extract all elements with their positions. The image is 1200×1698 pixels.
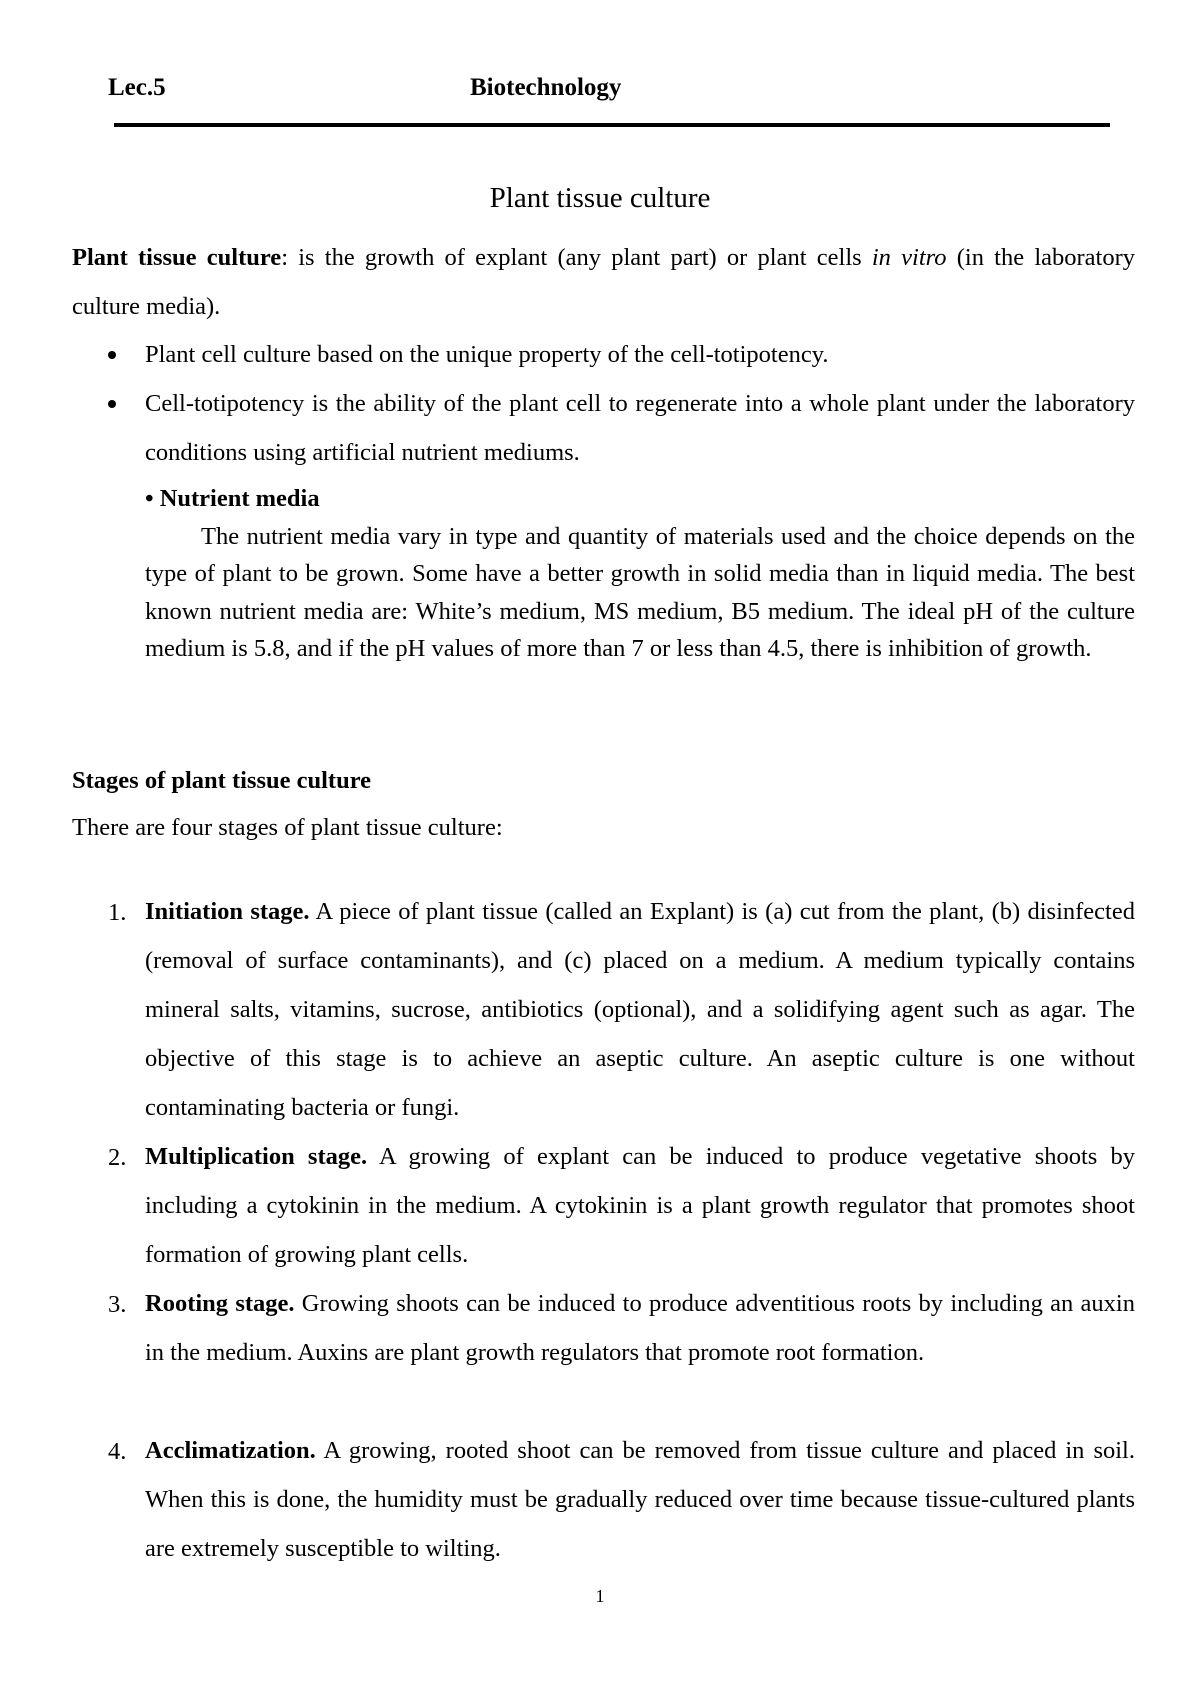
stage-item-1 [145, 887, 1135, 1132]
stage-text-4: A growing, rooted shoot can be removed from tissue culture and placed in soil. When this is done, the humidity must be gradually reduced over time because tissue-cultured plants are extremely susceptible to wilting. [145, 1437, 1135, 1562]
stage-title-2: Multiplication stage. [145, 1143, 368, 1170]
stage-title-3: Rooting stage. [145, 1290, 295, 1317]
page-number: 1 [595, 1586, 605, 1606]
nutrient-media-heading: • Nutrient media [145, 485, 320, 512]
stage-text-1: A piece of plant tissue (called an Explant) is (a) cut from the plant, (b) disinfected (removal of surface contaminants), and (c) placed on a medium. A medium typically contains mineral salts, vitamins, sucrose, antibiotics (optional), and a solidifying agent such as agar. The objective of this stage is to achieve an aseptic culture. An aseptic culture is one without contaminating bacteria or fungi. [145, 898, 1135, 1121]
nutrient-media-body: The nutrient media vary in type and quantity of materials used and the choice depends on the type of plant to be grown. Some have a better growth in solid media than in liquid media. The best known nutrient media are: White’s medium, MS medium, B5 medium. The ideal pH of the culture medium is 5.8, and if the pH values of more than 7 or less than 4.5, there is inhibition of growth. [145, 522, 1135, 662]
header-rule [114, 123, 1110, 127]
bullet-item-2: Cell-totipotency is the ability of the plant cell to regenerate into a whole plant under the laboratory conditions using artificial nutrient mediums. [145, 390, 1135, 466]
stage-number-1: 1. [108, 899, 127, 926]
stage-item-3 [145, 1279, 1135, 1377]
stage-item-4 [145, 1426, 1135, 1573]
bullet-dot-2 [108, 400, 116, 408]
bullet-item-1: Plant cell culture based on the unique property of the cell-totipotency. [145, 341, 829, 368]
stage-number-4: 4. [108, 1438, 127, 1465]
page-title: Plant tissue culture [489, 182, 711, 214]
definition-text-2: (in the laboratory culture media). [72, 244, 1135, 320]
stages-intro: There are four stages of plant tissue culture: [72, 814, 503, 841]
stage-number-3: 3. [108, 1291, 127, 1318]
definition-term: Plant tissue culture [72, 244, 282, 271]
definition-paragraph [72, 233, 1135, 331]
definition-italic: in vitro [871, 244, 947, 271]
stage-title-1: Initiation stage. [145, 898, 310, 925]
nutrient-media-block [145, 480, 1135, 668]
stage-number-2: 2. [108, 1144, 127, 1171]
bullet-dot-1 [108, 351, 116, 359]
stage-text-3: Growing shoots can be induced to produce adventitious roots by including an auxin in the medium. Auxins are plant growth regulators that promote root formation. [145, 1290, 1135, 1366]
stage-text-2: A growing of explant can be induced to produce vegetative shoots by including a cytokinin in the medium. A cytokinin is a plant growth regulator that promotes shoot formation of growing plant cells. [145, 1143, 1136, 1268]
stage-title-4: Acclimatization. [145, 1437, 316, 1464]
stages-heading: Stages of plant tissue culture [72, 767, 372, 794]
header-lecture-label: Lec.5 [108, 74, 166, 101]
definition-text-1: : is the growth of explant (any plant part) or plant cells [281, 244, 872, 271]
header-subject-label: Biotechnology [470, 74, 622, 101]
stage-item-2 [145, 1132, 1135, 1279]
